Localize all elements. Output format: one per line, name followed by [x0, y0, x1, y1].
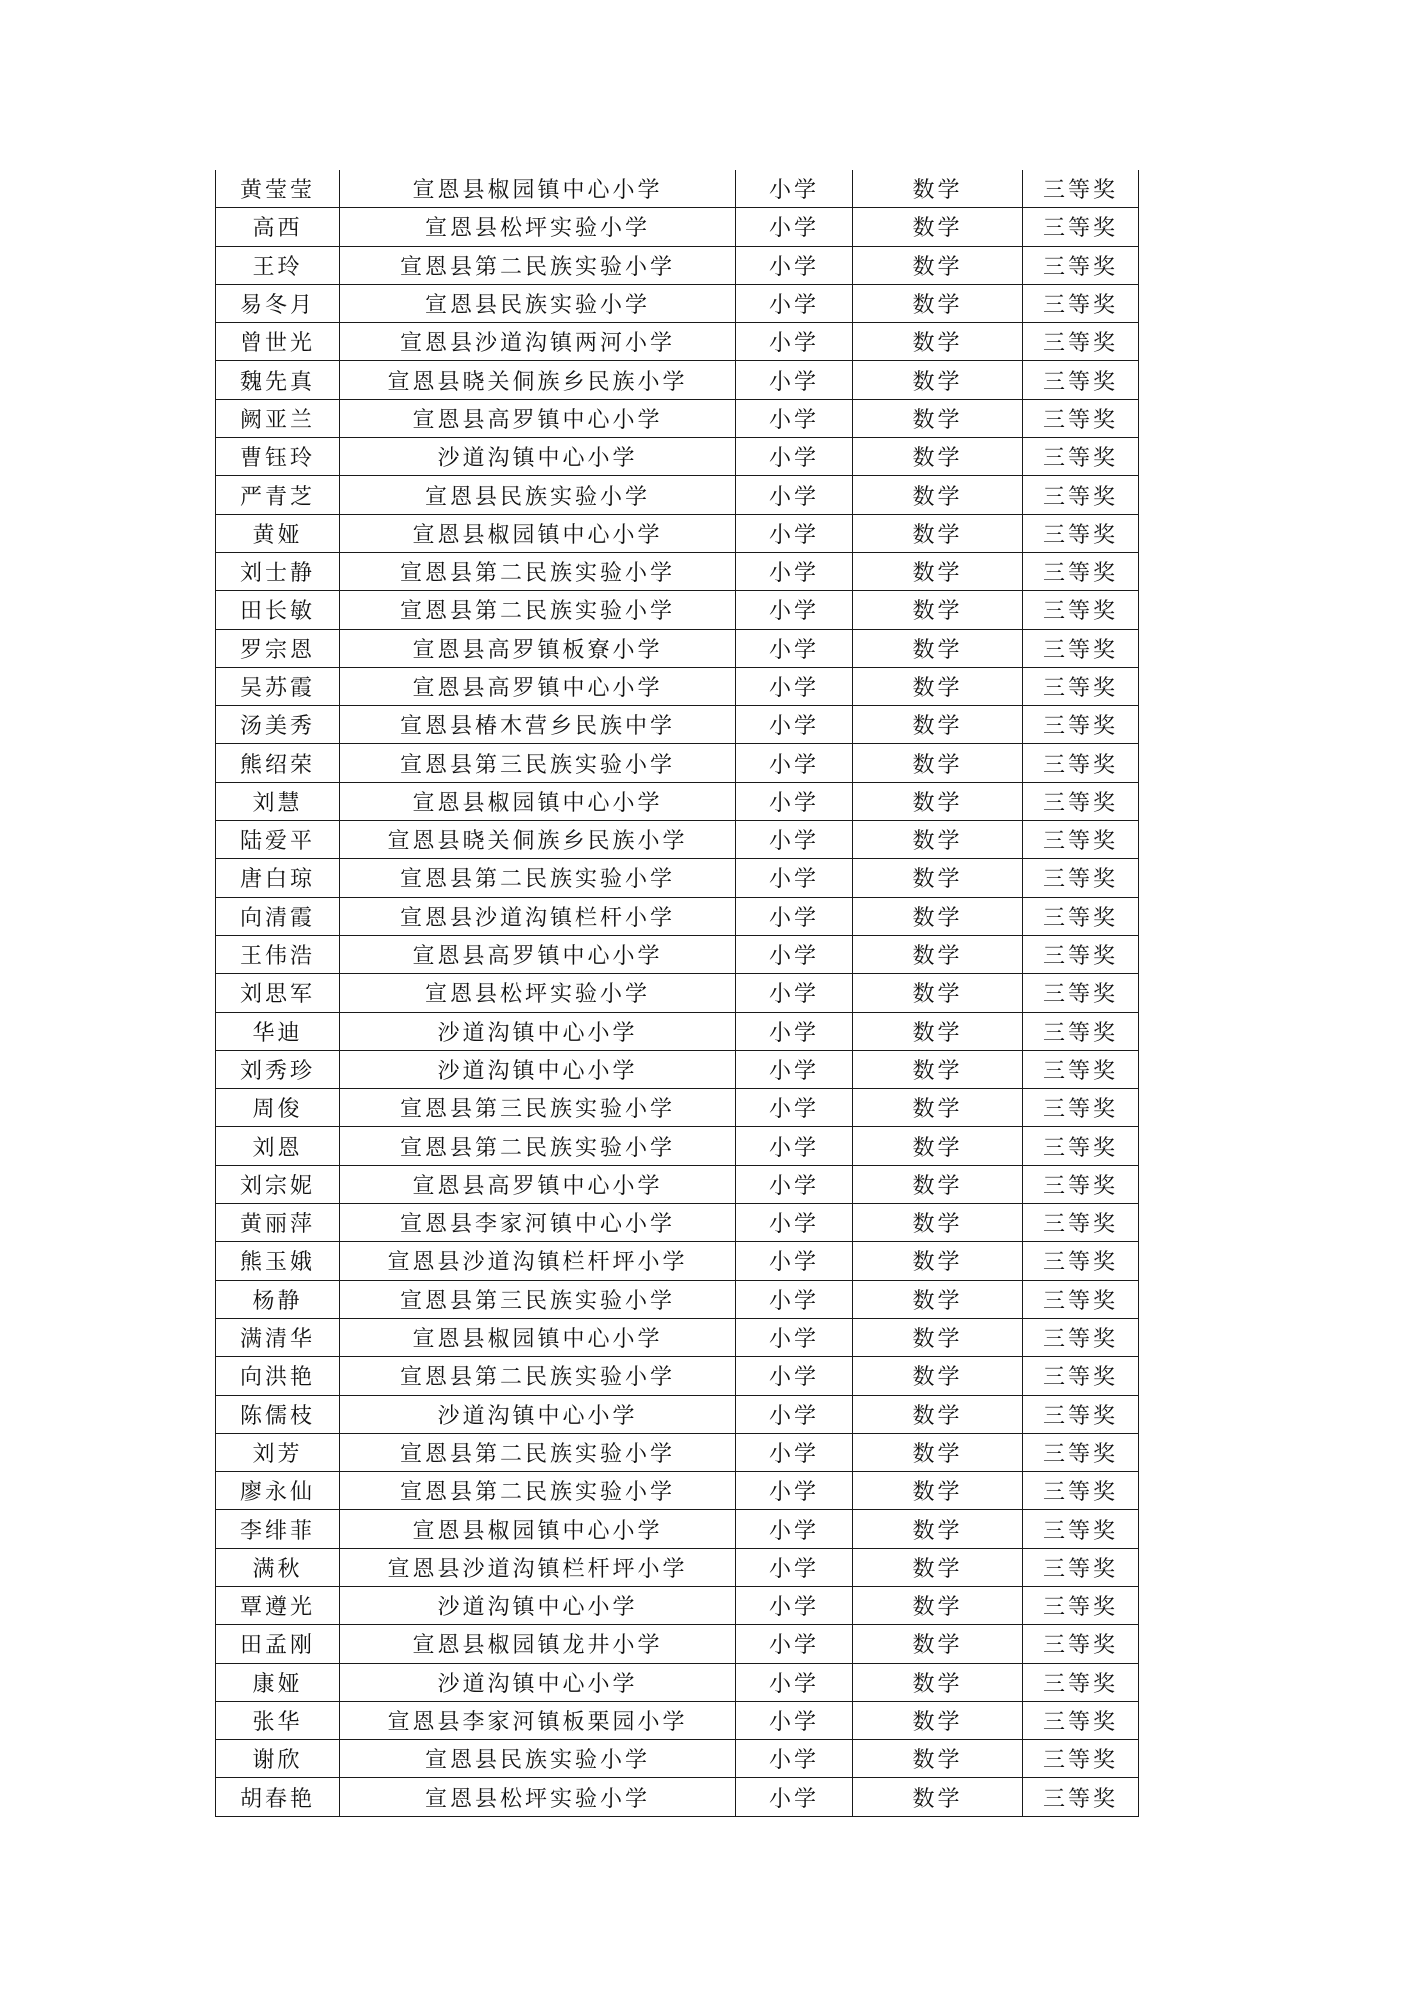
award-cell: 三等奖 — [1023, 284, 1139, 322]
subject-cell: 数学 — [853, 744, 1023, 782]
award-cell: 三等奖 — [1023, 1472, 1139, 1510]
name-cell: 陈儒枝 — [216, 1395, 340, 1433]
level-cell: 小学 — [736, 208, 853, 246]
award-cell: 三等奖 — [1023, 1204, 1139, 1242]
name-cell: 刘秀珍 — [216, 1050, 340, 1088]
school-cell: 宣恩县椒园镇中心小学 — [340, 782, 736, 820]
award-cell: 三等奖 — [1023, 1778, 1139, 1816]
document-page — [215, 170, 1138, 1817]
subject-cell: 数学 — [853, 399, 1023, 437]
name-cell: 向清霞 — [216, 897, 340, 935]
name-cell: 熊绍荣 — [216, 744, 340, 782]
subject-cell: 数学 — [853, 552, 1023, 590]
table-row — [216, 1548, 1139, 1586]
level-cell: 小学 — [736, 1127, 853, 1165]
school-cell: 宣恩县李家河镇板栗园小学 — [340, 1701, 736, 1739]
name-cell: 黄娅 — [216, 514, 340, 552]
award-cell: 三等奖 — [1023, 821, 1139, 859]
award-cell: 三等奖 — [1023, 1548, 1139, 1586]
level-cell: 小学 — [736, 1318, 853, 1356]
school-cell: 沙道沟镇中心小学 — [340, 1663, 736, 1701]
award-cell: 三等奖 — [1023, 897, 1139, 935]
subject-cell: 数学 — [853, 1740, 1023, 1778]
subject-cell: 数学 — [853, 1586, 1023, 1624]
school-cell: 宣恩县第二民族实验小学 — [340, 1472, 736, 1510]
award-cell: 三等奖 — [1023, 361, 1139, 399]
level-cell: 小学 — [736, 1242, 853, 1280]
subject-cell: 数学 — [853, 361, 1023, 399]
subject-cell: 数学 — [853, 170, 1023, 208]
award-cell: 三等奖 — [1023, 399, 1139, 437]
table-row — [216, 1701, 1139, 1739]
name-cell: 刘宗妮 — [216, 1165, 340, 1203]
level-cell: 小学 — [736, 1663, 853, 1701]
award-cell: 三等奖 — [1023, 935, 1139, 973]
name-cell: 满秋 — [216, 1548, 340, 1586]
level-cell: 小学 — [736, 1280, 853, 1318]
school-cell: 宣恩县沙道沟镇栏杆坪小学 — [340, 1548, 736, 1586]
name-cell: 田孟刚 — [216, 1625, 340, 1663]
table-row — [216, 476, 1139, 514]
level-cell: 小学 — [736, 629, 853, 667]
school-cell: 宣恩县松坪实验小学 — [340, 974, 736, 1012]
school-cell: 宣恩县李家河镇中心小学 — [340, 1204, 736, 1242]
school-cell: 宣恩县民族实验小学 — [340, 284, 736, 322]
name-cell: 廖永仙 — [216, 1472, 340, 1510]
award-cell: 三等奖 — [1023, 438, 1139, 476]
level-cell: 小学 — [736, 706, 853, 744]
name-cell: 刘慧 — [216, 782, 340, 820]
name-cell: 周俊 — [216, 1089, 340, 1127]
table-row — [216, 1357, 1139, 1395]
subject-cell: 数学 — [853, 667, 1023, 705]
name-cell: 高西 — [216, 208, 340, 246]
level-cell: 小学 — [736, 1050, 853, 1088]
name-cell: 黄丽萍 — [216, 1204, 340, 1242]
level-cell: 小学 — [736, 514, 853, 552]
level-cell: 小学 — [736, 1165, 853, 1203]
school-cell: 宣恩县晓关侗族乡民族小学 — [340, 821, 736, 859]
level-cell: 小学 — [736, 438, 853, 476]
award-cell: 三等奖 — [1023, 1433, 1139, 1471]
subject-cell: 数学 — [853, 1165, 1023, 1203]
school-cell: 沙道沟镇中心小学 — [340, 1395, 736, 1433]
school-cell: 宣恩县第三民族实验小学 — [340, 1280, 736, 1318]
award-cell: 三等奖 — [1023, 1625, 1139, 1663]
school-cell: 宣恩县松坪实验小学 — [340, 208, 736, 246]
school-cell: 宣恩县沙道沟镇栏杆坪小学 — [340, 1242, 736, 1280]
award-cell: 三等奖 — [1023, 1165, 1139, 1203]
award-table-body — [216, 170, 1139, 1816]
subject-cell: 数学 — [853, 1318, 1023, 1356]
name-cell: 田长敏 — [216, 591, 340, 629]
subject-cell: 数学 — [853, 1548, 1023, 1586]
subject-cell: 数学 — [853, 591, 1023, 629]
subject-cell: 数学 — [853, 1089, 1023, 1127]
award-cell: 三等奖 — [1023, 591, 1139, 629]
award-cell: 三等奖 — [1023, 974, 1139, 1012]
name-cell: 魏先真 — [216, 361, 340, 399]
award-cell: 三等奖 — [1023, 1701, 1139, 1739]
table-row — [216, 1318, 1139, 1356]
subject-cell: 数学 — [853, 1242, 1023, 1280]
level-cell: 小学 — [736, 1204, 853, 1242]
name-cell: 严青芝 — [216, 476, 340, 514]
school-cell: 宣恩县晓关侗族乡民族小学 — [340, 361, 736, 399]
subject-cell: 数学 — [853, 1472, 1023, 1510]
table-row — [216, 897, 1139, 935]
level-cell: 小学 — [736, 476, 853, 514]
table-row — [216, 1050, 1139, 1088]
level-cell: 小学 — [736, 1740, 853, 1778]
table-row — [216, 361, 1139, 399]
subject-cell: 数学 — [853, 935, 1023, 973]
level-cell: 小学 — [736, 361, 853, 399]
table-row — [216, 706, 1139, 744]
school-cell: 沙道沟镇中心小学 — [340, 1012, 736, 1050]
award-cell: 三等奖 — [1023, 1012, 1139, 1050]
award-cell: 三等奖 — [1023, 476, 1139, 514]
subject-cell: 数学 — [853, 1280, 1023, 1318]
school-cell: 宣恩县高罗镇中心小学 — [340, 935, 736, 973]
name-cell: 刘恩 — [216, 1127, 340, 1165]
award-cell: 三等奖 — [1023, 1280, 1139, 1318]
table-row — [216, 591, 1139, 629]
award-cell: 三等奖 — [1023, 1740, 1139, 1778]
subject-cell: 数学 — [853, 629, 1023, 667]
table-row — [216, 1663, 1139, 1701]
table-row — [216, 399, 1139, 437]
award-cell: 三等奖 — [1023, 1395, 1139, 1433]
award-table — [215, 170, 1139, 1817]
award-cell: 三等奖 — [1023, 782, 1139, 820]
subject-cell: 数学 — [853, 1012, 1023, 1050]
table-row — [216, 246, 1139, 284]
name-cell: 曾世光 — [216, 323, 340, 361]
subject-cell: 数学 — [853, 782, 1023, 820]
subject-cell: 数学 — [853, 1204, 1023, 1242]
table-row — [216, 438, 1139, 476]
name-cell: 汤美秀 — [216, 706, 340, 744]
level-cell: 小学 — [736, 1089, 853, 1127]
subject-cell: 数学 — [853, 1433, 1023, 1471]
subject-cell: 数学 — [853, 897, 1023, 935]
school-cell: 宣恩县高罗镇中心小学 — [340, 399, 736, 437]
subject-cell: 数学 — [853, 476, 1023, 514]
table-row — [216, 821, 1139, 859]
school-cell: 宣恩县民族实验小学 — [340, 476, 736, 514]
table-row — [216, 974, 1139, 1012]
school-cell: 宣恩县第二民族实验小学 — [340, 246, 736, 284]
subject-cell: 数学 — [853, 859, 1023, 897]
table-row — [216, 208, 1139, 246]
level-cell: 小学 — [736, 1357, 853, 1395]
subject-cell: 数学 — [853, 1510, 1023, 1548]
table-row — [216, 1280, 1139, 1318]
award-cell: 三等奖 — [1023, 1089, 1139, 1127]
name-cell: 刘士静 — [216, 552, 340, 590]
school-cell: 宣恩县椒园镇中心小学 — [340, 1510, 736, 1548]
table-row — [216, 1740, 1139, 1778]
name-cell: 刘思军 — [216, 974, 340, 1012]
level-cell: 小学 — [736, 170, 853, 208]
name-cell: 易冬月 — [216, 284, 340, 322]
award-cell: 三等奖 — [1023, 1510, 1139, 1548]
level-cell: 小学 — [736, 284, 853, 322]
award-cell: 三等奖 — [1023, 1050, 1139, 1088]
school-cell: 宣恩县高罗镇板寮小学 — [340, 629, 736, 667]
school-cell: 宣恩县第二民族实验小学 — [340, 552, 736, 590]
school-cell: 宣恩县椿木营乡民族中学 — [340, 706, 736, 744]
award-cell: 三等奖 — [1023, 514, 1139, 552]
table-row — [216, 1625, 1139, 1663]
award-cell: 三等奖 — [1023, 859, 1139, 897]
table-row — [216, 170, 1139, 208]
school-cell: 宣恩县椒园镇龙井小学 — [340, 1625, 736, 1663]
award-cell: 三等奖 — [1023, 1127, 1139, 1165]
level-cell: 小学 — [736, 1778, 853, 1816]
school-cell: 宣恩县椒园镇中心小学 — [340, 514, 736, 552]
subject-cell: 数学 — [853, 1701, 1023, 1739]
table-row — [216, 1012, 1139, 1050]
table-row — [216, 1395, 1139, 1433]
level-cell: 小学 — [736, 1548, 853, 1586]
name-cell: 黄莹莹 — [216, 170, 340, 208]
school-cell: 宣恩县松坪实验小学 — [340, 1778, 736, 1816]
table-row — [216, 1510, 1139, 1548]
name-cell: 王玲 — [216, 246, 340, 284]
name-cell: 覃遵光 — [216, 1586, 340, 1624]
school-cell: 宣恩县第二民族实验小学 — [340, 1357, 736, 1395]
name-cell: 谢欣 — [216, 1740, 340, 1778]
level-cell: 小学 — [736, 974, 853, 1012]
name-cell: 满清华 — [216, 1318, 340, 1356]
level-cell: 小学 — [736, 323, 853, 361]
level-cell: 小学 — [736, 1701, 853, 1739]
table-row — [216, 744, 1139, 782]
award-cell: 三等奖 — [1023, 667, 1139, 705]
table-row — [216, 1089, 1139, 1127]
level-cell: 小学 — [736, 552, 853, 590]
name-cell: 康娅 — [216, 1663, 340, 1701]
school-cell: 宣恩县第二民族实验小学 — [340, 1127, 736, 1165]
level-cell: 小学 — [736, 1472, 853, 1510]
name-cell: 熊玉娥 — [216, 1242, 340, 1280]
school-cell: 沙道沟镇中心小学 — [340, 438, 736, 476]
award-cell: 三等奖 — [1023, 170, 1139, 208]
table-row — [216, 1778, 1139, 1816]
table-row — [216, 552, 1139, 590]
level-cell: 小学 — [736, 1510, 853, 1548]
school-cell: 宣恩县高罗镇中心小学 — [340, 667, 736, 705]
award-cell: 三等奖 — [1023, 1242, 1139, 1280]
award-cell: 三等奖 — [1023, 1586, 1139, 1624]
subject-cell: 数学 — [853, 706, 1023, 744]
level-cell: 小学 — [736, 1433, 853, 1471]
award-cell: 三等奖 — [1023, 208, 1139, 246]
table-row — [216, 1127, 1139, 1165]
table-row — [216, 1204, 1139, 1242]
level-cell: 小学 — [736, 1586, 853, 1624]
name-cell: 张华 — [216, 1701, 340, 1739]
name-cell: 陆爱平 — [216, 821, 340, 859]
table-row — [216, 1472, 1139, 1510]
table-row — [216, 859, 1139, 897]
name-cell: 阙亚兰 — [216, 399, 340, 437]
school-cell: 宣恩县椒园镇中心小学 — [340, 170, 736, 208]
level-cell: 小学 — [736, 667, 853, 705]
level-cell: 小学 — [736, 1625, 853, 1663]
subject-cell: 数学 — [853, 438, 1023, 476]
subject-cell: 数学 — [853, 323, 1023, 361]
name-cell: 杨静 — [216, 1280, 340, 1318]
school-cell: 宣恩县第二民族实验小学 — [340, 591, 736, 629]
name-cell: 吴苏霞 — [216, 667, 340, 705]
school-cell: 宣恩县第三民族实验小学 — [340, 1089, 736, 1127]
subject-cell: 数学 — [853, 1395, 1023, 1433]
subject-cell: 数学 — [853, 1778, 1023, 1816]
level-cell: 小学 — [736, 1395, 853, 1433]
name-cell: 胡春艳 — [216, 1778, 340, 1816]
school-cell: 宣恩县第三民族实验小学 — [340, 744, 736, 782]
table-row — [216, 323, 1139, 361]
subject-cell: 数学 — [853, 1663, 1023, 1701]
award-cell: 三等奖 — [1023, 706, 1139, 744]
subject-cell: 数学 — [853, 514, 1023, 552]
name-cell: 唐白琼 — [216, 859, 340, 897]
subject-cell: 数学 — [853, 1357, 1023, 1395]
school-cell: 沙道沟镇中心小学 — [340, 1586, 736, 1624]
school-cell: 宣恩县第二民族实验小学 — [340, 1433, 736, 1471]
award-cell: 三等奖 — [1023, 323, 1139, 361]
subject-cell: 数学 — [853, 284, 1023, 322]
name-cell: 华迪 — [216, 1012, 340, 1050]
level-cell: 小学 — [736, 935, 853, 973]
table-row — [216, 629, 1139, 667]
level-cell: 小学 — [736, 591, 853, 629]
level-cell: 小学 — [736, 399, 853, 437]
award-cell: 三等奖 — [1023, 744, 1139, 782]
level-cell: 小学 — [736, 859, 853, 897]
subject-cell: 数学 — [853, 1625, 1023, 1663]
subject-cell: 数学 — [853, 974, 1023, 1012]
name-cell: 刘芳 — [216, 1433, 340, 1471]
name-cell: 王伟浩 — [216, 935, 340, 973]
table-row — [216, 1433, 1139, 1471]
school-cell: 宣恩县民族实验小学 — [340, 1740, 736, 1778]
table-row — [216, 284, 1139, 322]
level-cell: 小学 — [736, 821, 853, 859]
school-cell: 沙道沟镇中心小学 — [340, 1050, 736, 1088]
subject-cell: 数学 — [853, 246, 1023, 284]
award-cell: 三等奖 — [1023, 1357, 1139, 1395]
level-cell: 小学 — [736, 246, 853, 284]
level-cell: 小学 — [736, 897, 853, 935]
subject-cell: 数学 — [853, 208, 1023, 246]
level-cell: 小学 — [736, 1012, 853, 1050]
school-cell: 宣恩县沙道沟镇栏杆小学 — [340, 897, 736, 935]
award-cell: 三等奖 — [1023, 1663, 1139, 1701]
school-cell: 宣恩县椒园镇中心小学 — [340, 1318, 736, 1356]
subject-cell: 数学 — [853, 1127, 1023, 1165]
name-cell: 向洪艳 — [216, 1357, 340, 1395]
level-cell: 小学 — [736, 782, 853, 820]
table-row — [216, 782, 1139, 820]
table-row — [216, 667, 1139, 705]
table-row — [216, 1586, 1139, 1624]
school-cell: 宣恩县沙道沟镇两河小学 — [340, 323, 736, 361]
level-cell: 小学 — [736, 744, 853, 782]
table-row — [216, 514, 1139, 552]
subject-cell: 数学 — [853, 1050, 1023, 1088]
name-cell: 罗宗恩 — [216, 629, 340, 667]
table-row — [216, 1165, 1139, 1203]
name-cell: 曹钰玲 — [216, 438, 340, 476]
table-row — [216, 1242, 1139, 1280]
award-cell: 三等奖 — [1023, 629, 1139, 667]
school-cell: 宣恩县第二民族实验小学 — [340, 859, 736, 897]
award-cell: 三等奖 — [1023, 1318, 1139, 1356]
subject-cell: 数学 — [853, 821, 1023, 859]
award-cell: 三等奖 — [1023, 246, 1139, 284]
name-cell: 李绯菲 — [216, 1510, 340, 1548]
award-cell: 三等奖 — [1023, 552, 1139, 590]
table-row — [216, 935, 1139, 973]
school-cell: 宣恩县高罗镇中心小学 — [340, 1165, 736, 1203]
